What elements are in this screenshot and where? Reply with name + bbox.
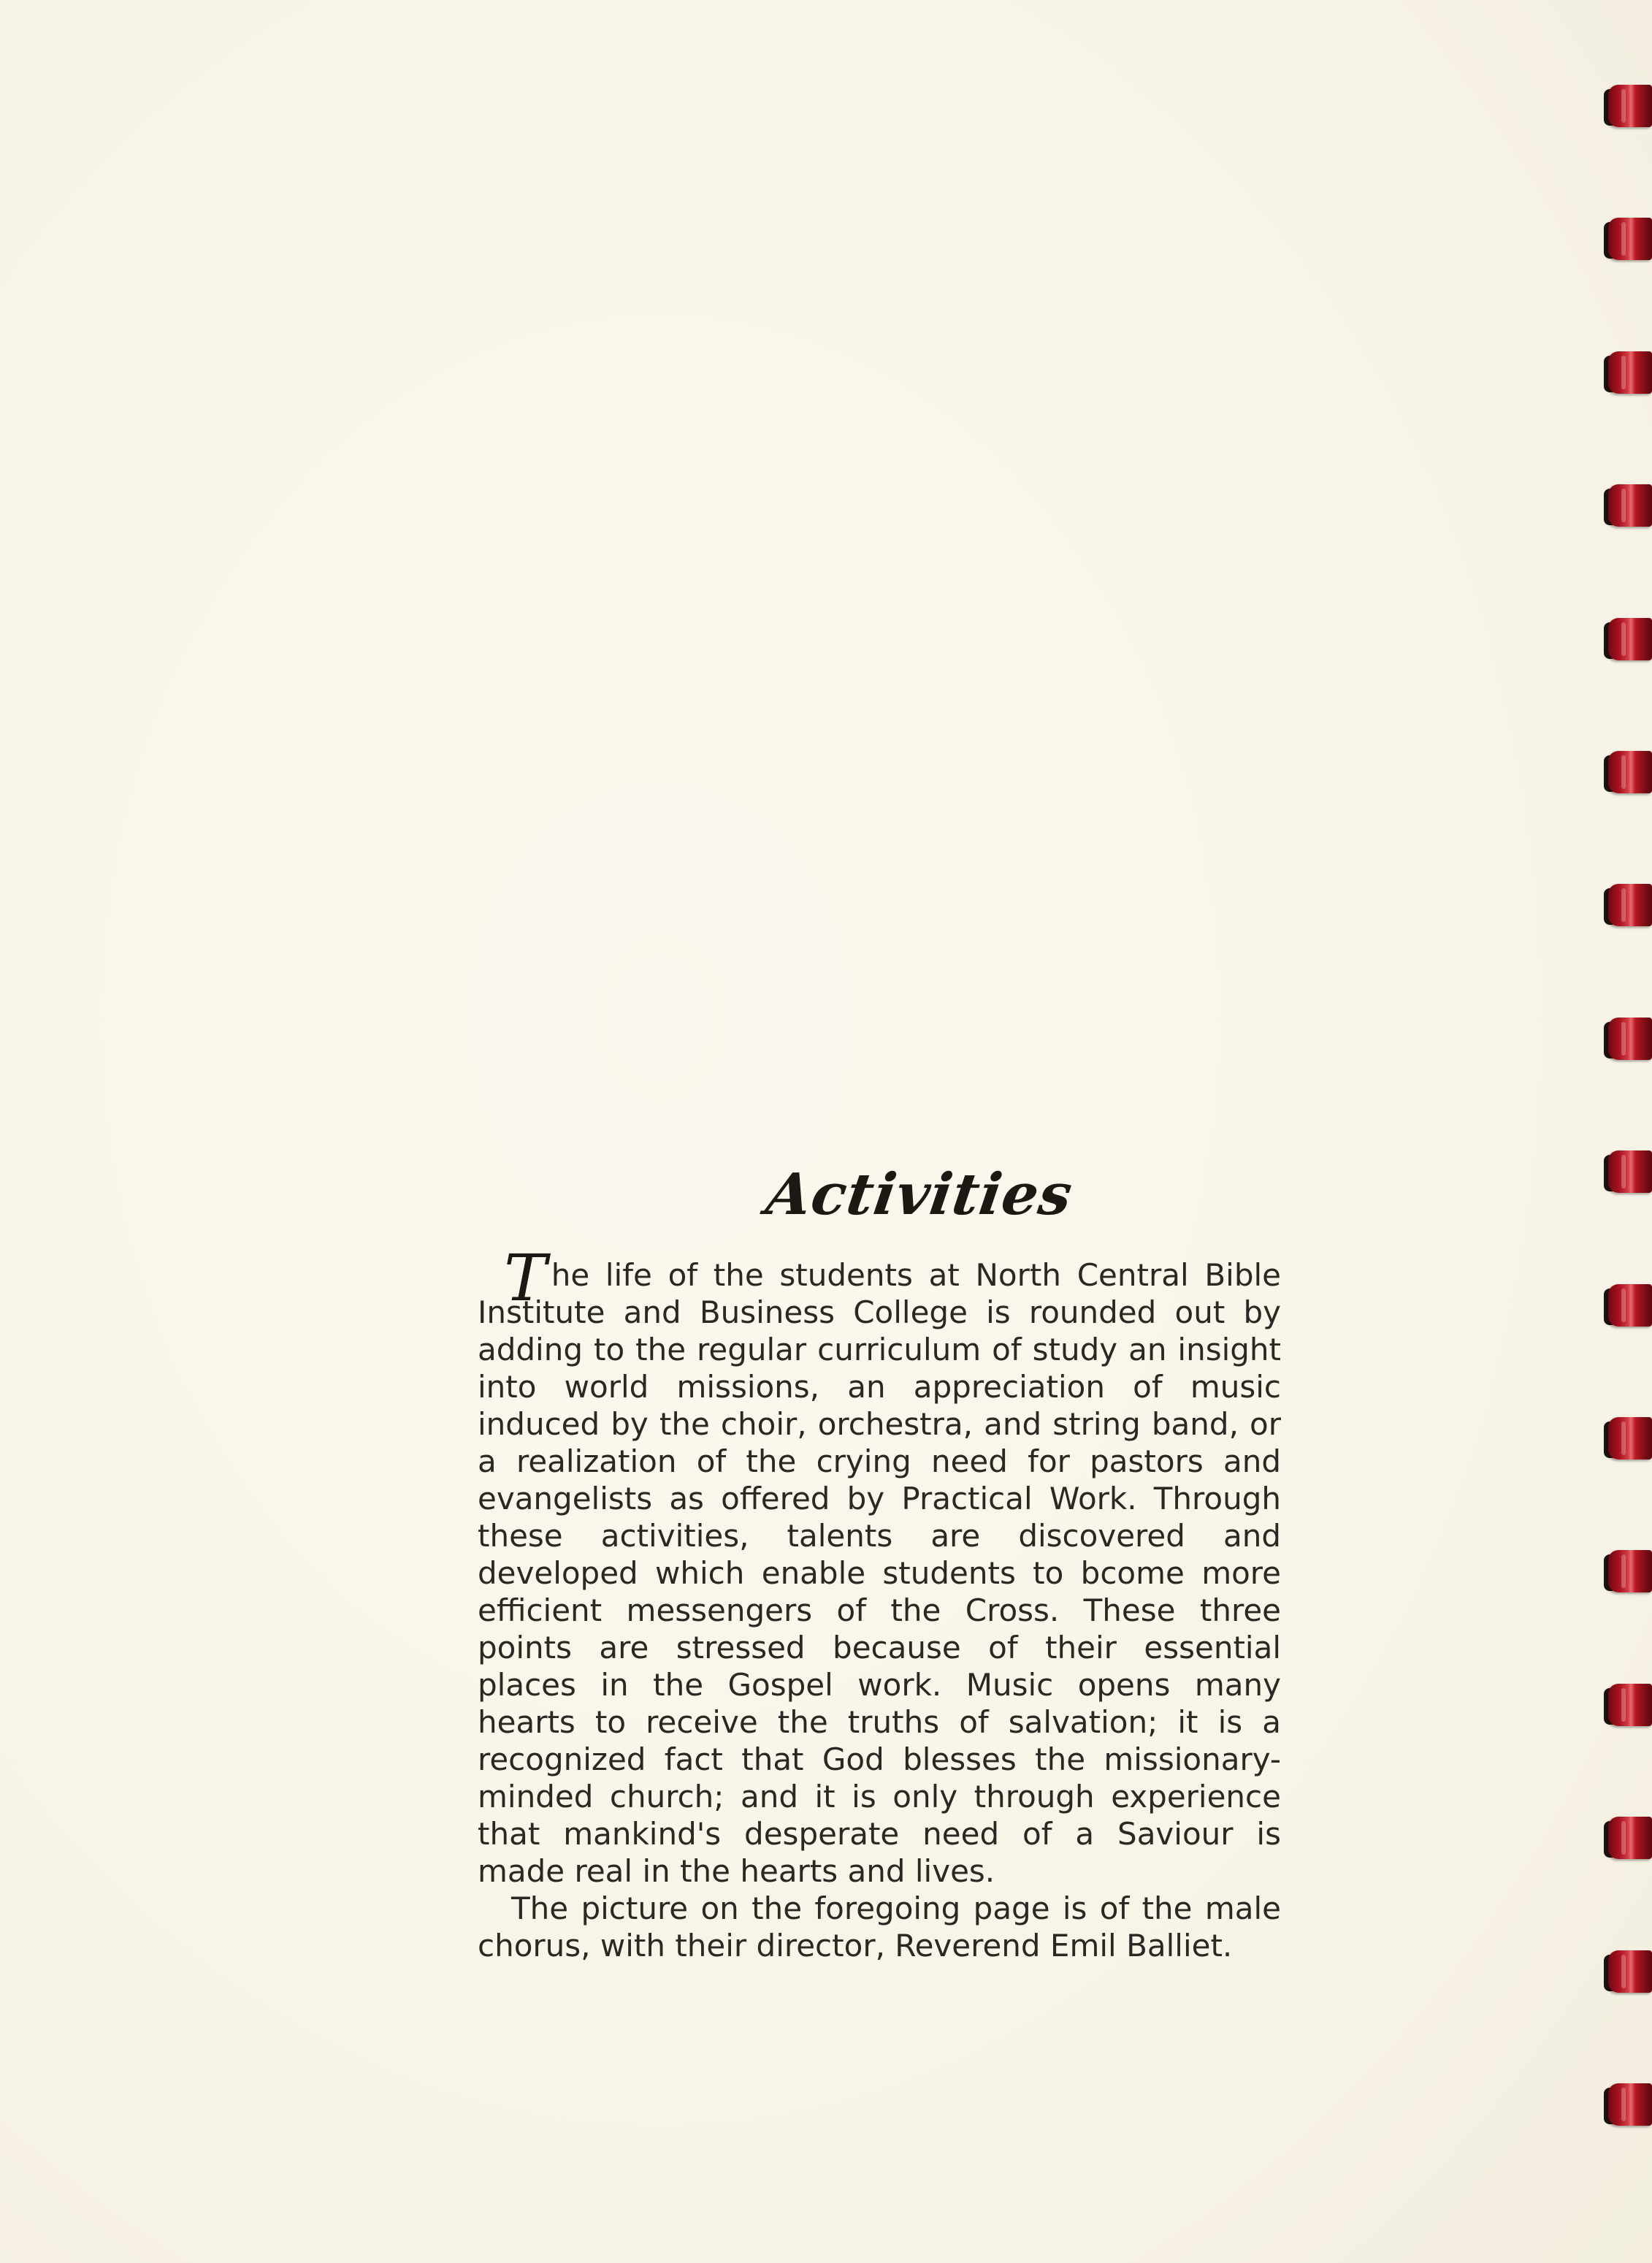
drop-cap: T <box>504 1240 547 1316</box>
spiral-binding-ring-icon <box>1604 1015 1652 1063</box>
spiral-binding-ring-icon <box>1604 1814 1652 1862</box>
spiral-binding-ring-icon <box>1604 1947 1652 1996</box>
spiral-binding-ring-icon <box>1604 1281 1652 1329</box>
spiral-binding-ring-icon <box>1604 481 1652 530</box>
paragraph-2: The picture on the foregoing page is of the male chorus, with their director, Reverend Emil Balliet. <box>478 1890 1281 1964</box>
spiral-binding-ring-icon <box>1604 1681 1652 1729</box>
spiral-binding-ring-icon <box>1604 748 1652 796</box>
spiral-binding-ring-icon <box>1604 615 1652 663</box>
page-title: Activities <box>762 1161 1077 1228</box>
spiral-binding-ring-icon <box>1604 2080 1652 2129</box>
spiral-binding-ring-icon <box>1604 881 1652 929</box>
spiral-binding-ring-icon <box>1604 348 1652 397</box>
spiral-binding-ring-icon <box>1604 1547 1652 1595</box>
spiral-binding-ring-icon <box>1604 215 1652 263</box>
paragraph-1-text: he life of the students at North Central Bible Institute and Business College is rounded out by adding to the regular curriculum of study an insight into world missions, an appreciation of music induced by the choir, orchestra, and string band, or a realization of the crying need for pastors and evangelists as offered by Practical Work. Through these activities, talents are discovered and developed which enable students to bcome more efficient messengers of the Cross. These three points are stressed because of their essential places in the Gospel work. Music opens many hearts to receive the truths of salvation; it is a recognized fact that God blesses the missionary-minded church; and it is only through experience that mankind's desperate need of a Saviour is made real in the hearts and lives. <box>478 1257 1281 1889</box>
body-text <box>478 1240 1281 1964</box>
paragraph-1 <box>478 1240 1281 1890</box>
spiral-binding-ring-icon <box>1604 1148 1652 1196</box>
spiral-binding-ring-icon <box>1604 1414 1652 1462</box>
spiral-binding <box>1594 0 1652 2263</box>
spiral-binding-ring-icon <box>1604 82 1652 130</box>
